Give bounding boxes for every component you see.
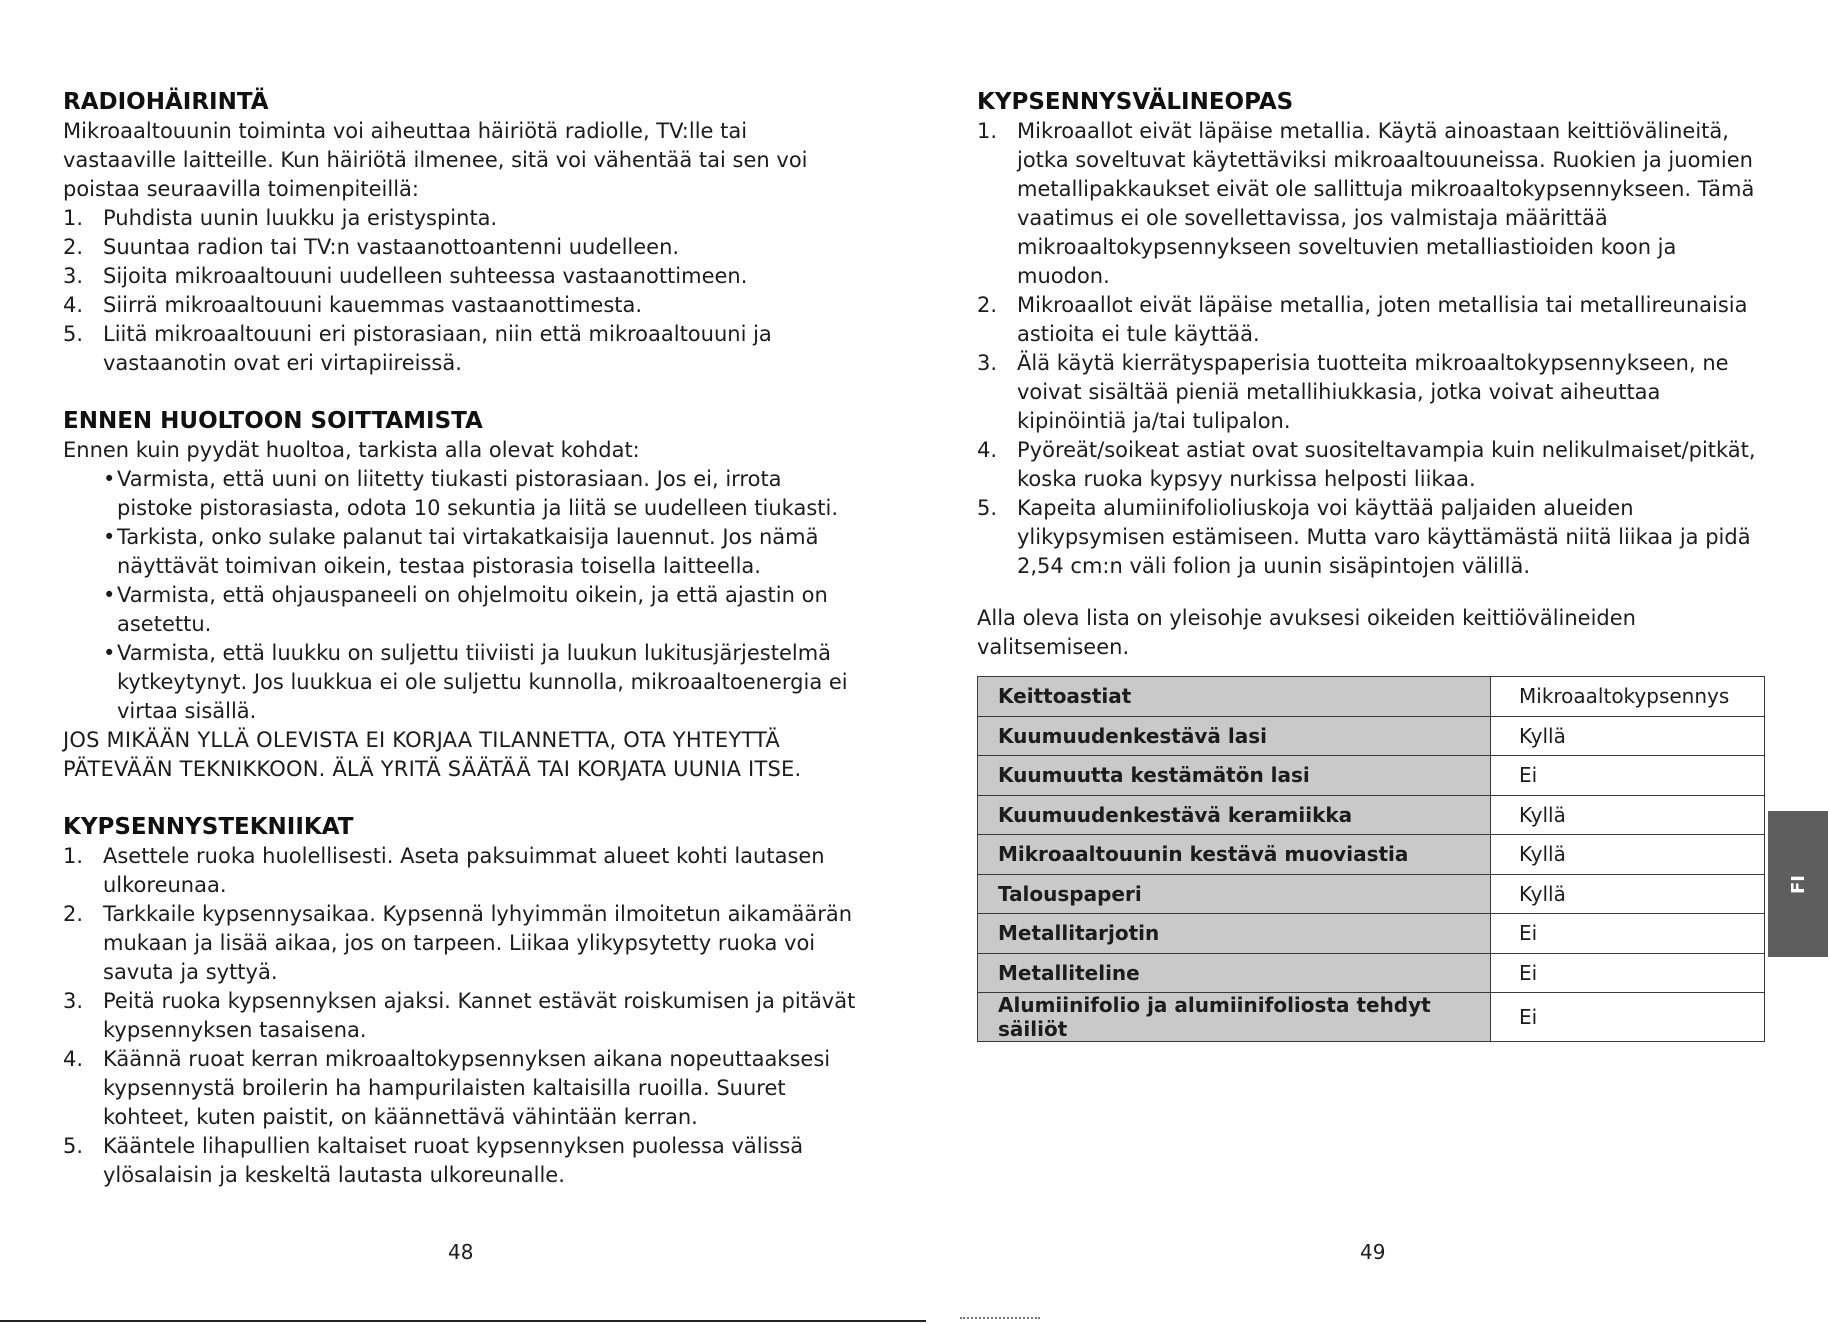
table-cell-item: Kuumuutta kestämätön lasi <box>978 756 1491 796</box>
table-cell-value: Ei <box>1491 993 1765 1042</box>
table-cell-item: Metalliteline <box>978 953 1491 993</box>
table-row <box>978 914 1765 954</box>
list-item <box>63 204 863 233</box>
list-item <box>63 233 863 262</box>
table-cell-item: Kuumuudenkestävä lasi <box>978 716 1491 756</box>
item-text: Tarkkaile kypsennysaikaa. Kypsennä lyhyimmän ilmoitetun aikamäärän mukaan ja lisää aikaa, jos on tarpeen. Liikaa ylikypsytetty ruoka voi savuta ja syttyä. <box>103 902 853 984</box>
item-text: Puhdista uunin luukku ja eristyspinta. <box>103 206 498 230</box>
item-number: 1. <box>977 119 998 143</box>
checklist <box>63 465 863 726</box>
item-text: Älä käytä kierrätyspaperisia tuotteita mikroaaltokypsennykseen, ne voivat sisältää pieniä metallihiukkasia, jotka voivat aiheuttaa kipinöintiä ja/tai tulipalon. <box>1017 351 1729 433</box>
list-item <box>63 900 863 987</box>
item-text: Peitä ruoka kypsennyksen ajaksi. Kannet estävät roiskumisen ja pitävät kypsennyksen tasaisena. <box>103 989 856 1042</box>
item-text: Pyöreät/soikeat astiat ovat suositeltavampia kuin nelikulmaiset/pitkät, koska ruoka kypsyy nurkissa helposti liikaa. <box>1017 438 1756 491</box>
list-item <box>63 987 863 1045</box>
item-number: 2. <box>977 293 998 317</box>
right-page <box>977 88 1767 1042</box>
section-title: KYPSENNYSTEKNIIKAT <box>63 814 354 840</box>
table-row <box>978 795 1765 835</box>
warning-text: JOS MIKÄÄN YLLÄ OLEVISTA EI KORJAA TILANNETTA, OTA YHTEYTTÄ PÄTEVÄÄN TEKNIKKOON. ÄLÄ YRITÄ SÄÄTÄÄ TAI KORJATA UUNIA ITSE. <box>63 728 802 781</box>
list-item <box>63 262 863 291</box>
item-text: Kapeita alumiinifolioliuskoja voi käyttää paljaiden alueiden ylikypsymisen estämiseen. Mutta varo käyttämästä niitä liikaa ja pidä 2,54 cm:n väli folion ja uunin sisäpintojen välillä. <box>1017 496 1751 578</box>
item-number: 2. <box>63 902 84 926</box>
table-intro: Alla oleva lista on yleisohje avuksesi oikeiden keittiövälineiden valitsemiseen. <box>977 606 1636 659</box>
list-item <box>977 494 1767 581</box>
list-item: • Varmista, että ohjauspaneeli on ohjelmoitu oikein, ja että ajastin on asetettu. <box>101 581 863 639</box>
item-text: Sijoita mikroaaltouuni uudelleen suhteessa vastaanottimeen. <box>103 264 748 288</box>
item-text: Mikroaallot eivät läpäise metallia, joten metallisia tai metallireunaisia astioita ei tule käyttää. <box>1017 293 1748 346</box>
list-item <box>977 117 1767 291</box>
item-number: 1. <box>63 206 84 230</box>
list-item <box>63 842 863 900</box>
page-number: 49 <box>1360 1240 1386 1264</box>
table-cell-value: Ei <box>1491 756 1765 796</box>
item-text: Suuntaa radion tai TV:n vastaanottoantenni uudelleen. <box>103 235 680 259</box>
page-number: 48 <box>448 1240 474 1264</box>
item-number: 5. <box>977 496 998 520</box>
item-text: Liitä mikroaaltouuni eri pistorasiaan, niin että mikroaaltouuni ja vastaanotin ovat eri virtapiireissä. <box>103 322 772 375</box>
list-item: • Varmista, että luukku on suljettu tiiviisti ja luukun lukitusjärjestelmä kytkeytynyt. Jos luukkua ei ole suljettu kunnolla, mikroaaltoenergia ei virtaa sisällä. <box>101 639 863 726</box>
item-text: Käännä ruoat kerran mikroaaltokypsennyksen aikana nopeuttaaksesi kypsennystä broilerin ha hampurilaisten kaltaisilla ruoilla. Suuret kohteet, kuten paistit, on käännettävä vähintään kerran. <box>103 1047 831 1129</box>
item-number: 1. <box>63 844 84 868</box>
table-cell-value: Kyllä <box>1491 795 1765 835</box>
table-cell-value: Mikroaaltokypsennys <box>1491 677 1765 717</box>
techniques-list <box>63 842 863 1190</box>
table-cell-item: Kuumuudenkestävä keramiikka <box>978 795 1491 835</box>
item-number: 5. <box>63 1134 84 1158</box>
item-number: 2. <box>63 235 84 259</box>
section-intro: Ennen kuin pyydät huoltoa, tarkista alla olevat kohdat: <box>63 438 640 462</box>
table-row <box>978 756 1765 796</box>
page-bottom-rule <box>0 1320 926 1322</box>
table-row <box>978 953 1765 993</box>
table-cell-item: Mikroaaltouunin kestävä muoviastia <box>978 835 1491 875</box>
section-title: RADIOHÄIRINTÄ <box>63 89 269 115</box>
language-label: FI <box>1787 874 1809 894</box>
item-text: Mikroaallot eivät läpäise metallia. Käytä ainoastaan keittiövälineitä, jotka soveltuvat käytettäviksi mikroaaltouuneissa. Ruokien ja juomien metallipakkaukset eivät ole sallittuja mikroaaltokypsennykseen. Tämä vaatimus ei ole sovellettavissa, jos valmistaja määrittää mikroaaltokypsennykseen soveltuvien metalliastioiden koon ja muodon. <box>1017 119 1755 288</box>
item-number: 4. <box>63 1047 84 1071</box>
cooking-techniques-section <box>63 813 863 1190</box>
cookware-table <box>977 676 1765 1042</box>
table-cell-item: Alumiinifolio ja alumiinifoliosta tehdyt säiliöt <box>978 993 1491 1042</box>
list-item <box>63 1132 863 1190</box>
radio-interference-section <box>63 88 863 378</box>
table-cell-value: Ei <box>1491 914 1765 954</box>
table-cell-item: Metallitarjotin <box>978 914 1491 954</box>
before-service-section <box>63 407 863 784</box>
section-title: KYPSENNYSVÄLINEOPAS <box>977 89 1294 115</box>
table-cell-value: Kyllä <box>1491 874 1765 914</box>
item-number: 5. <box>63 322 84 346</box>
table-cell-item: Talouspaperi <box>978 874 1491 914</box>
table-cell-value: Ei <box>1491 953 1765 993</box>
table-cell-value: Kyllä <box>1491 835 1765 875</box>
left-page <box>63 88 863 1190</box>
radio-steps-list <box>63 204 863 378</box>
list-item <box>63 1045 863 1132</box>
list-item: • Tarkista, onko sulake palanut tai virtakatkaisija lauennut. Jos nämä näyttävät toimivan oikein, testaa pistorasia toisella laitteella. <box>101 523 863 581</box>
item-number: 3. <box>63 264 84 288</box>
item-number: 3. <box>977 351 998 375</box>
list-item <box>63 291 863 320</box>
table-row <box>978 993 1765 1042</box>
item-text: Asettele ruoka huolellisesti. Aseta paksuimmat alueet kohti lautasen ulkoreunaa. <box>103 844 825 897</box>
guide-list <box>977 117 1767 581</box>
cookware-guide-section <box>977 88 1767 1042</box>
item-text: Siirrä mikroaaltouuni kauemmas vastaanottimesta. <box>103 293 643 317</box>
table-row <box>978 677 1765 717</box>
list-item <box>977 291 1767 349</box>
page-bottom-fragment <box>960 1317 1040 1323</box>
list-item <box>63 320 863 378</box>
item-text: Kääntele lihapullien kaltaiset ruoat kypsennyksen puolessa välissä ylösalaisin ja keskeltä lautasta ulkoreunalle. <box>103 1134 804 1187</box>
list-item <box>977 349 1767 436</box>
table-row <box>978 716 1765 756</box>
item-number: 3. <box>63 989 84 1013</box>
language-tab <box>1768 811 1828 957</box>
list-item: • Varmista, että uuni on liitetty tiukasti pistorasiaan. Jos ei, irrota pistoke pistorasiasta, odota 10 sekuntia ja liitä se uudelleen tiukasti. <box>101 465 863 523</box>
table-cell-value: Kyllä <box>1491 716 1765 756</box>
list-item <box>977 436 1767 494</box>
table-cell-item: Keittoastiat <box>978 677 1491 717</box>
item-number: 4. <box>63 293 84 317</box>
table-row <box>978 835 1765 875</box>
section-intro: Mikroaaltouunin toiminta voi aiheuttaa häiriötä radiolle, TV:lle tai vastaaville laitteille. Kun häiriötä ilmenee, sitä voi vähentää tai sen voi poistaa seuraavilla toimenpiteillä: <box>63 119 808 201</box>
item-number: 4. <box>977 438 998 462</box>
section-title: ENNEN HUOLTOON SOITTAMISTA <box>63 408 483 434</box>
table-row <box>978 874 1765 914</box>
